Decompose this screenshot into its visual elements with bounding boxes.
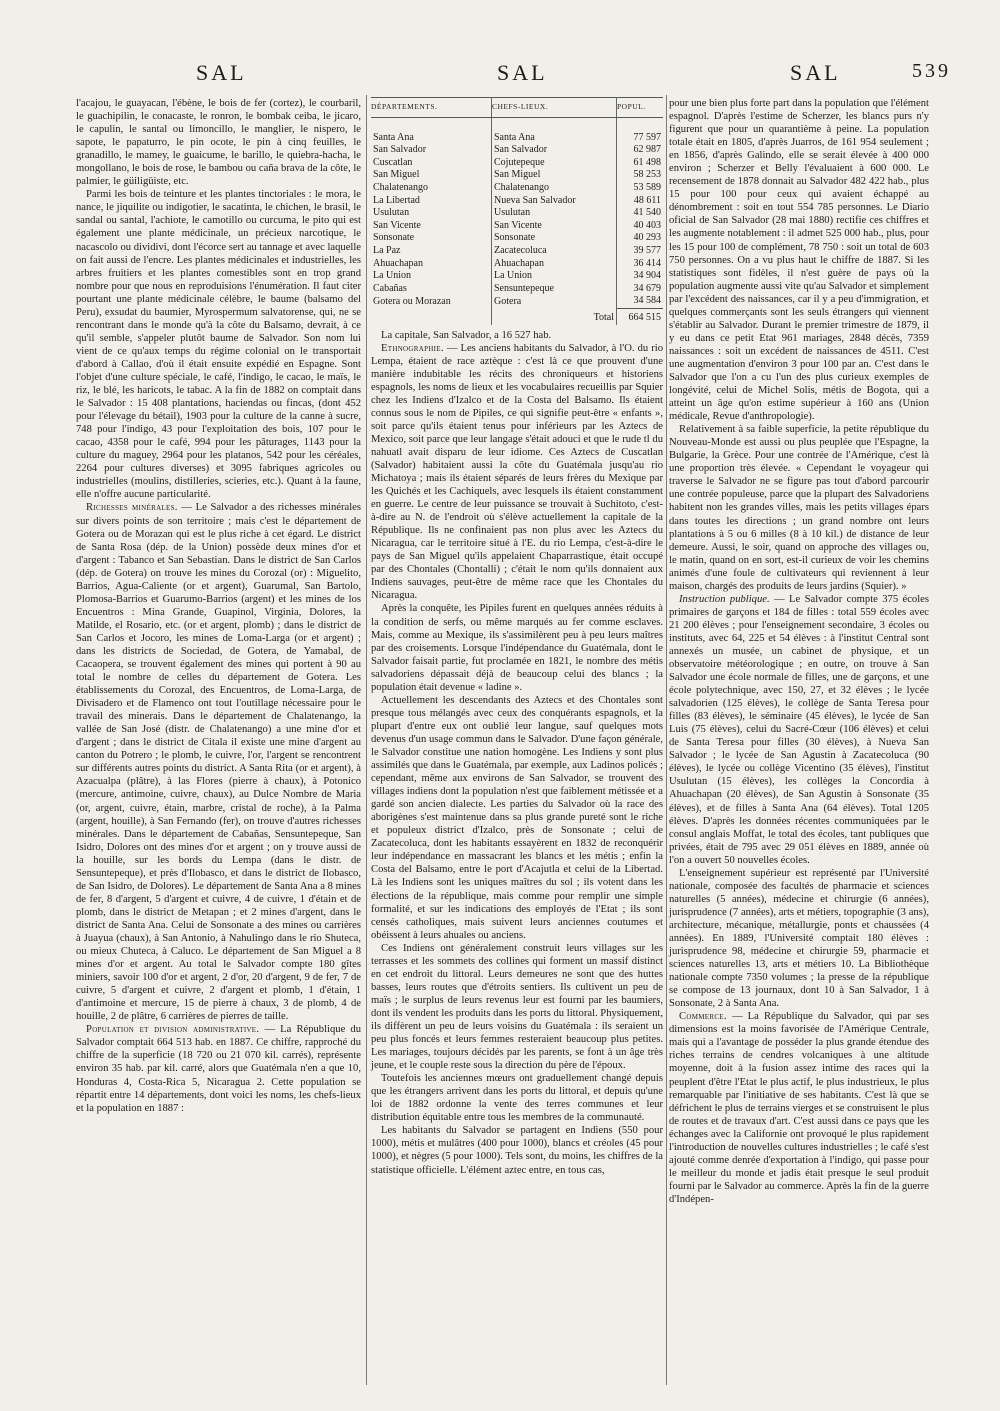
page-number: 539 — [912, 60, 951, 82]
table-total-value: 664 515 — [617, 308, 664, 324]
table-cell: 77 597 — [633, 131, 661, 143]
table-cell: San Vicente — [492, 220, 617, 233]
section-heading: Population et division administrative. — [86, 1024, 260, 1036]
paragraph: Actuellement les descendants des Aztecs et des Chontales sont presque tous mélangés avec ceux des conquérants espagnols, et la plupart d'entre eux ont oublié leur langue, sauf quelques mots devenus d'un usage commun dans le Salvador. D'une façon générale, le Salvador constitue une nation homogène. Les Indiens y sont plus assimilés que dans le Guatémala, par exemple, aux Ladinos policés ; cependant, même aux environs de San Salvador, se trouvent des villages indiens dont la population n'est que faiblement métissée et a gardé son ancien dialecte. Les parties du Salvador où la race des aborigènes s'est maintenue dans sa plus grande pureté sont le riche et populeux district d'Izalco, près de Sonsonate ; celui de Zacatecoluca, dont les habitants essayèrent en 1832 de reconquérir leur indépendance en massacrant les blancs et les métis ; enfin la Costa del Balsamo, entre le port d'Acajutla et celui de la Libertad. Là les Indiens sont les uniques maîtres du sol ; ils votent dans les élections de la république, mais comme pour remplir une simple formalité, et sur les indications des employés de l'Etat ; ils sont censés catholiques, mais suivent leurs anciennes coutumes et obéissent à leurs ahuales ou anciens. — [371, 694, 663, 941]
table-cell: Ahuachapan — [371, 258, 492, 271]
table-row — [371, 245, 663, 258]
table-cell: Cojutepeque — [492, 157, 617, 170]
table-cell: La Paz — [371, 245, 492, 258]
section-heading: Commerce. — [679, 1011, 727, 1023]
table-cell: 62 987 — [633, 144, 661, 156]
table-cell: 34 679 — [633, 282, 661, 294]
table-cell: Gotera — [492, 295, 617, 308]
paragraph-text: — Le Salvador compte 375 écoles primaires de garçons et 184 de filles : total 559 écoles avec 21 200 élèves ; pour l'enseignement secondaire, 3 écoles ou instituts, avec 64, 225 et 54 élèves : à l'institut Central sont annexés un musée, un cabinet de physique, et un observatoire météorologique ; en outre, on trouve à San Salvador une école normale de filles, une de garçons, et une école polytechnique, avec 150, 27, et 32 élèves ; le lycée salvadorien (125 élèves), le collège de Santa Teresa pour filles (83 élèves), le séminaire (45 élèves), le lycée de San Luis (75 élèves), celui du Sacré-Cœur (106 élèves) et celui de Santa Teresa pour filles (30 élèves), à Nueva San Salvador ; le lycée de San Agustin à Zacatecoluca (90 élèves), le lycée ou collège Vicentino (35 élèves), l'institut Usulutan (15 élèves), les collèges la Concordia à Ahuachapan (20 élèves), de San Agustin à Sonsonate (35 élèves), et de filles à Santa Ana (64 élèves). Total 1205 élèves. D'après les données récentes communiquées par le consul anglais Moffat, le total des écoles, tant publiques que privées, était de 795 avec 29 051 élèves en 1889, année où l'on a ouvert 50 nouvelles écoles. — [669, 593, 929, 866]
column-center — [371, 97, 663, 1177]
paragraph-text: — La République du Salvador comptait 664 513 hab. en 1887. Ce chiffre, rapproché du chiffre de la superficie (18 720 ou 21 070 kil. carrés), représente environ 35 hab. par kil. carré, alors que Guatémala n'en a que 10, Honduras 4, Costa-Rica 5, Nicaragua 2. Cette population se répartit entre 14 départements, dont voici les noms, les chefs-lieux et la population en 1887 : — [76, 1024, 361, 1114]
table-cell: San Miguel — [371, 169, 492, 182]
table-cell: 61 498 — [633, 156, 661, 168]
table-cell: La Union — [492, 270, 617, 283]
table-cell: San Miguel — [492, 169, 617, 182]
table-row — [371, 169, 663, 182]
table-header-row — [371, 98, 663, 118]
table-cell: 58 253 — [633, 169, 661, 181]
table-cell: Santa Ana — [371, 117, 492, 144]
section-heading: Instruction publique. — [679, 593, 770, 605]
paragraph: Parmi les bois de teinture et les plantes tinctoriales : le mora, le nance, le jiquilite ou indigotier, le sacatinta, le chichen, le brasil, le sandal ou santal, l'achiote, le camotillo ou curcuma, le pito qui est également une plante médicinale, un précieux narcotique, le nacascolo ou dividivi, dont l'écorce sert au tannage et avec laquelle on fait aussi de l'encre. Les plantes médicinales et industrielles, les arbres fruitiers et les plantes comestibles sont en trop grand nombre pour que nous en reproduisions l'énumération. Il faut citer pourtant une plante médicinale célèbre, le baume (balsamo del Peru), exsudat du baumier, Myrospermum salvatorense, qui, ne se rencontrant dans le monde qu'à la côte du Balsamo, devrait, à ce qu'il semble, s'appeler plutôt baume de Salvador. Son nom lui vient de ce qu'aux temps du régime colonial on le transportait d'abord à Callao, d'où il était ensuite expédié en Espagne. Sont l'objet d'une culture spéciale, le café, l'indigo, le cacao, le maïs, le riz, le blé, les haricots, le tabac. A la fin de 1882 on comptait dans le Salvador : 15 408 plantations, haciendas ou fincas, (dont 452 pour l'élevage du bétail), 1903 pour la culture de la canne à sucre, 748 pour l'indigo, 43 pour l'exploitation des bois, 107 pour le cacao, 4358 pour le café, 994 pour les pâturages, 1143 pour la culture du maguey, 2964 pour les platanos, 542 pour les céréales, 2264 pour cultures diverses) et 3095 fabriques agricoles ou industrielles (moulins, distilleries, scieries, etc.). Quant à la faune, elle n'offre aucune particularité. — [76, 189, 361, 501]
table-cell: Ahuachapan — [492, 258, 617, 271]
running-head-right: SAL — [790, 60, 841, 85]
table-cell: 34 584 — [633, 295, 661, 307]
paragraph: Toutefois les anciennes mœurs ont graduellement changé depuis que les étrangers arrivent dans les ports du littoral, et depuis qu'une loi de 1882 ordonne la vente des terres communes et leur distribution équitable entre tous les membres de la communauté. — [371, 1073, 663, 1124]
paragraph — [76, 501, 361, 1023]
table-row — [371, 295, 663, 308]
paragraph — [669, 593, 929, 867]
table-cell: Zacatecoluca — [492, 245, 617, 258]
table-cell: 39 577 — [633, 244, 661, 256]
table-cell: Usulutan — [371, 207, 492, 220]
table-cell: La Libertad — [371, 195, 492, 208]
table-row — [371, 157, 663, 170]
paragraph: Les habitants du Salvador se partagent en Indiens (550 pour 1000), métis et mulâtres (400 pour 1000), blancs et créoles (45 pour 1000), et nègres (5 pour 1000). Tels sont, du moins, les chiffres de la statistique officielle. L'élément aztec entre, en tous cas, — [371, 1125, 663, 1176]
column-left — [76, 97, 361, 1115]
departments-table — [371, 97, 663, 325]
table-cell — [371, 308, 492, 324]
table-cell: 40 293 — [633, 232, 661, 244]
paragraph-text: — La République du Salvador, qui par ses dimensions est la moins favorisée de l'Amérique Centrale, mais qui a l'avantage de posséder la plus grande étendue des riches terrains de cendres volcaniques à une altitude moyenne, doit à la fusion assez intime des races qui la peuplent d'être l'Etat le plus actif, le plus industrieux, le plus remarquable par l'initiative de ses habitants. C'est là que se défrichent le plus de terrains vierges et se construisent le plus de routes et de travaux d'art. C'est aussi dans ce pays que les échanges avec la Californie ont provoqué le plus rapidement l'introduction de nouvelles cultures industrielles ; le café s'est ajouté comme denrée d'exportation à l'indigo, qui passe pour le meilleur du monde et jadis était presque le seul produit fourni par le Salvador au commerce. Après la fin de la guerre d'Indépen- — [669, 1011, 929, 1205]
table-cell: Gotera ou Morazan — [371, 295, 492, 308]
table-cell: Sensuntepeque — [492, 283, 617, 296]
table-cell: Cuscatlan — [371, 157, 492, 170]
table-cell: 53 589 — [633, 181, 661, 193]
table-cell: 40 403 — [633, 219, 661, 231]
table-cell: 36 414 — [633, 257, 661, 269]
table-cell: Sonsonate — [492, 232, 617, 245]
table-row — [371, 220, 663, 233]
table-cell: San Salvador — [492, 144, 617, 157]
table-cell: La Union — [371, 270, 492, 283]
table-cell: 41 540 — [633, 207, 661, 219]
table-cell: San Salvador — [371, 144, 492, 157]
paragraph: La capitale, San Salvador, a 16 527 hab. — [381, 329, 552, 341]
table-cell: Sonsonate — [371, 232, 492, 245]
table-cell: 48 611 — [633, 194, 661, 206]
table-cell: Nueva San Salvador — [492, 195, 617, 208]
column-rule-right — [666, 95, 667, 1385]
table-cell: Santa Ana — [492, 117, 617, 144]
paragraph-text: — Les anciens habitants du Salvador, à l'O. du rio Lempa, étaient de race aztèque : c'est là ce que prouvent d'une manière indubitable les récits des chroniqueurs et historiens espagnols, les noms de lieux et les vocabulaires recueillis par Squier chez les Indiens d'Izalco et de la Costa del Balsamo. Ils étaient connus sous le nom de Pipiles, ce qui signifie peut-être « enfants », soit parce qu'ils étaient tenus pour inférieurs par les Aztecs de Mexico, soit parce que leur langage s'était adouci et que le rude tl du nahuatl avait disparu de leur idiome. Ces Aztecs de Cuscatlan (Salvador) habitaient aussi la côte du Guatémala jusqu'au rio Michatoya ; mais ils étaient séparés de leurs frères du Mexique par les Quichés et les Cachiquels, avec lesquels ils étaient constamment en guerre. Le centre de leur puissance se trouvait à Suchitoto, c'est-à-dire au N. de l'endroit où s'élève actuellement la capitale de la République. Ils ne confinaient pas non plus avec les Aztecs du Nicaragua, car le territoire situé à l'E. du rio Lempa, c'est-à-dire le pays de San Miguel qu'ils appelaient Chaparrastique, était occupé par des Chontales (Chontalli) ; c'était le nom qu'ils donnaient aux Indiens sauvages, peut-être de même race que les Chontales du Nicaragua. — [371, 342, 663, 602]
page-header — [0, 60, 1000, 90]
table-cell: 34 904 — [633, 270, 661, 282]
table-row — [371, 144, 663, 157]
table-cell: Chalatenango — [492, 182, 617, 195]
table-row — [371, 283, 663, 296]
table-row — [371, 195, 663, 208]
paragraph: Ces Indiens ont généralement construit leurs villages sur les terrasses et les sommets des collines qui forment un massif distinct en cet endroit du littoral. Leurs demeures ne sont que des huttes basses, leurs routes que d'étroits sentiers. Ils cultivent un peu de maïs ; le surplus de leurs revenus leur est fourni par les baumiers, dont ils vendent les produits dans les ports du littoral. Physiquement, ils diffèrent un peu de leurs voisins du Guatémala : ils seraient un peu plus foncés et leurs femmes resteraient beaucoup plus petites. Les mariages, toujours décidés par les parents, se font à un âge très jeune, et le couple reste sous la direction du père de l'époux. — [371, 942, 663, 1072]
table-row — [371, 258, 663, 271]
paragraph — [371, 342, 663, 603]
table-row — [371, 117, 663, 144]
table-header-cell: CHEFS-LIEUX. — [492, 98, 617, 118]
paragraph: pour une bien plus forte part dans la population que l'élément espagnol. D'après l'estime de Scherzer, les blancs purs n'y figurent que pour un quarantième à peine. La population totale était en 1805, d'après Juarros, de 161 954 seulement ; en 1856, d'après Galindo, elle se serait élevée à 400 000 environ ; Scherzer et Belly l'évaluaient à 600 000. Le recensement de 1878 donnait au Salvador 482 422 hab., plus 15 pour 100 pour ceux qui avaient échappé au dénombrement : soit en tout 554 785 personnes. Le Diario oficial de San Salvador (28 mai 1880) rectifie ces chiffres et les augmente notablement : il admet 525 000 hab., plus, pour les 15 pour 100 de complément, 78 750 : soit un total de 603 750 personnes. On a vu plus haut le chiffre de 1887. Si les statistiques sont fidèles, il n'est guère de pays où la population augmente aussi vite qu'au Salvador et simplement par l'excédent des naissances, car il y a peu d'immigration, et quelques commerçants sont les seuls étrangers qui viennent s'établir au Salvador. Durant le premier trimestre de 1879, il y eu dans ce petit Etat 961 mariages, 2848 décès, 7359 naissances : soit un excédent de naissances de 4511. C'est une augmentation d'environ 3 pour 100 par an. C'est dans le Salvador que l'on a cu l'un des plus curieux exemples de longévité, celui de Michel Solis, métis de Bogota, qui a atteint un âge qu'on estime supérieur à 160 ans (Union médicale, Revue d'anthropologie). — [669, 98, 929, 423]
paragraph — [76, 1023, 361, 1114]
column-right — [669, 97, 929, 1206]
running-head-center: SAL — [497, 60, 548, 85]
column-rule-left — [366, 95, 367, 1385]
table-body — [371, 117, 663, 324]
running-head-left: SAL — [196, 60, 247, 85]
paragraph: Après la conquête, les Pipiles furent en quelques années réduits à la condition de serfs, ou même marqués au fer comme esclaves. Mais, comme au Mexique, ils s'assimilèrent peu à peu leurs maîtres par des croisements. Lorsque l'indépendance du Guatémala, dont le Salvador faisait partie, fut proclamée en 1821, le nombre des métis salvadoriens dépassait déjà de beaucoup celui des blancs ; la population était devenue « ladine ». — [371, 603, 663, 693]
table-cell: Chalatenango — [371, 182, 492, 195]
table-cell: Cabañas — [371, 283, 492, 296]
paragraph — [669, 1010, 929, 1206]
table-cell: San Vicente — [371, 220, 492, 233]
paragraph: Relativement à sa faible superficie, la petite république du Nouveau-Monde est aussi ou plus peuplée que l'Espagne, la Bulgarie, la Grèce. Pour une contrée de l'Amérique, c'est là une proportion très élevée. « Cependant le voyageur qui traverse le Salvador ne se figure pas tout d'abord parcourir une contrée populeuse, parce que la plupart des Salvadoriens habitent non les grandes villes, mais les petits villages épars dans toutes les directions ; un grand nombre ont leurs plantations à 5 ou 6 milles (8 à 10 kil.) de distance de leur demeure. Aussi, le soir, quand on approche des villages ou, le matin, quand on en sort, est-il curieux de voir les chemins animés d'une foule de cultivateurs qui reviennent à leur maison, chargés des produits de leurs jardins (Squier). » — [669, 424, 929, 592]
table-header-cell: DÉPARTEMENTS. — [371, 98, 492, 118]
section-heading: Richesses minérales. — [86, 502, 178, 514]
table-cell: Usulutan — [492, 207, 617, 220]
table-total-label: Total — [492, 308, 617, 324]
table-row — [371, 232, 663, 245]
paragraph-text: — Le Salvador a des richesses minérales sur divers points de son territoire ; mais c'est le département de Gotera ou de Morazan qui est le plus riche à cet égard. Le district de Santa Rosa (dép. de la Union) possède deux mines d'or et d'argent : Tabanco et San Sebastian. Dans le district de San Carlos (dép. de Gotera) on trouve les mines du Corozal (or) : Miguelito, Barrios, Agua-Caliente (or et argent), Guarumal, San Bartolo, Plomosa-Barrios et Guarumo-Barrios (argent) et les mines de los Encuentros : Mina Grande, Guapinol, Virginia, Dolores, la Matilde, el Rosario, etc. (or et argent, plomb) ; dans le district de San Carlos et Jocoro, les mines de Loma-Larga (or et argent) ; dans les districts de Sociedad, de Gotera, de Yamabal, de Cacaopera, se trouvent également des mines qui portent à 90 au total le nombre de celles du département de Gotera. Les établissements du Corozal, des Encuentros, de Loma-Larga, de Divisadero et de Flamenco ont tout l'outillage nécessaire pour le travail des minerais. Dans le département de Chalatenango, la vallée de San José (distr. de Chalatenango) a une mine d'or et d'argent ; dans le district de Citala il existe une mine d'argent au canton du Potrero ; le plomb, le cuivre, l'or, l'argent se rencontrent sur différents autres points du district. A Santa Rita (or et argent), à Azacualpa (plâtre), à las Flores (pierre à chaux), à Potonico (mercure, antimoine, cuivre, chaux), au Dulce Nombre de Maria (or, argent, cuivre, étain, marbre, cristal de roche), à la Palma (argent, houille), à San Fernando (fer), on trouve d'autres richesses minérales. Dans le département de Cabañas, Sensuntepeque, San Isidro, Dolores ont des mines d'or et argent ; on y trouve aussi de la houille, sur les bords du Lempa (dans le distr. de Sensuntepeque), et près d'Ilobasco, et dans le district de Ilobasco, de San Isidro, de Dolores). Le département de Santa Ana a 8 mines de fer, 8 d'argent, 5 d'argent et cuivre, 4 de cuivre, 1 d'étain et de plomb, dans le district de Metapan ; et 2 mines d'argent, dans le district de Santa Ana. Celui de Sonsonate a des mines ou carrières à Juayua (chaux), à San Antonio, à Nahulingo dans le rio Shuteca, ou mieux Chuteca, à Caluco. Le département de San Miguel a 8 mines d'or et argent. Au total le Salvador compte 180 gîtes miniers, savoir 100 d'or et argent, 2 d'or, 20 d'argent, 9 de fer, 7 de cuivre, 5 d'argent et cuivre, 2 d'argent et plomb, 1 d'étain, 1 d'antimoine et mercure, 15 de pierre à chaux, 3 de plomb, 4 de houille, 2 de plâtre, 6 carrières de pierres de taille. — [76, 502, 361, 1023]
table-row — [371, 270, 663, 283]
table-total-row — [371, 308, 663, 324]
table-header-cell: POPUL. — [617, 98, 664, 118]
paragraph: l'acajou, le guayacan, l'ébène, le bois de fer (cortez), le courbaril, le guachipilin, le conacaste, le ronron, le bombak ceiba, le jicaro, le capulin, le santal ou limoncillo, le manglier, le nispero, le sapote, le papaturro, le pin ocote, le pin à cinq feuilles, le granadillo, le mamey, le guaicume, le barillo, le quiebra-hacha, le mongollano, le bois de rose, le bambou ou caña brava de la côte, le palmier, le güiligüiste, etc. — [76, 98, 361, 188]
table-row — [371, 182, 663, 195]
paragraph: L'enseignement supérieur est représenté par l'Université nationale, composée des facultés de pharmacie et sciences naturelles (5 années), médecine et chirurgie (6 années), jurisprudence (7 années), arts et métiers, topographie (3 ans), architecture, mécanique, métallurgie, ponts et chaussées (4 années). En 1889, l'Université comptait 180 élèves : jurisprudence 98, médecine et chirurgie 59, pharmacie et sciences naturelles 13, arts et métiers 10. La Bibliothèque nationale compte 7350 volumes ; la presse de la république se compose de 13 journaux, dont 10 à San Salvador, 1 à Sonsonate, 2 à Santa Ana. — [669, 867, 929, 1010]
table-row — [371, 207, 663, 220]
section-heading: Ethnographie. — [381, 342, 444, 354]
